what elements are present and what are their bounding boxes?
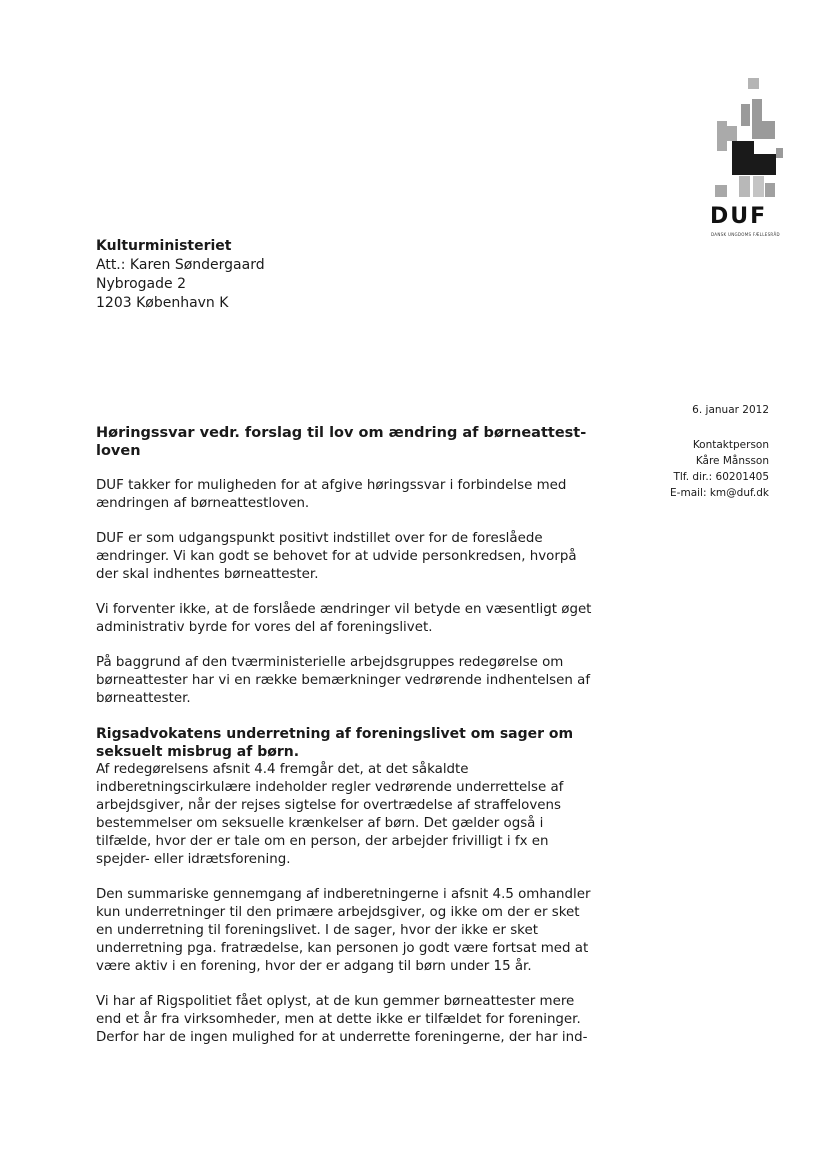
recipient-name: Kulturministeriet — [96, 238, 232, 254]
logo-wordmark: DUF — [710, 204, 768, 229]
contact-name: Kåre Månsson — [695, 455, 769, 467]
paragraph-4: På baggrund af den tværministerielle arbejdsgruppes redegørelse om børneattester har vi en række bemærkninger vedrørende indhentelsen af børneattester. — [96, 655, 591, 706]
letter-title: Høringssvar vedr. forslag til lov om ændring af børneattest-loven — [96, 425, 587, 459]
duf-logo-mark — [705, 78, 785, 203]
recipient-city: 1203 København K — [96, 295, 229, 311]
section-paragraph-3: Vi har af Rigspolitiet fået oplyst, at de kun gemmer børneattester mere end et år fra virksomheder, men at dette ikke er tilfældet for foreninger. Derfor har de ingen mulighed for at underrette foreningerne, der har ind- — [96, 994, 588, 1045]
section-heading: Rigsadvokatens underretning af foreningslivet om sager om seksuelt misbrug af børn. — [96, 726, 574, 760]
letter-body — [96, 424, 596, 1064]
duf-logo — [705, 78, 785, 238]
letter-date: 6. januar 2012 — [692, 404, 769, 416]
section-paragraph-2: Den summariske gennemgang af indberetningerne i afsnit 4.5 omhandler kun underretninger til den primære arbejdsgiver, og ikke om der er sket en underretning til foreningslivet. I de sager, hvor der ikke er sket underretning pga. fratrædelse, kan personen jo godt være fortsat med at være aktiv i en forening, hvor der er adgang til børn under 15 år. — [96, 887, 591, 974]
paragraph-3: Vi forventer ikke, at de forslåede ændringer vil betyde en væsentligt øget administrativ byrde for vores del af foreningslivet. — [96, 602, 592, 635]
contact-label: Kontaktperson — [692, 439, 769, 451]
letter-sidebar — [569, 402, 769, 501]
recipient-att: Att.: Karen Søndergaard — [96, 257, 265, 273]
logo-tagline: DANSK UNGDOMS FÆLLESRÅD — [711, 232, 780, 237]
recipient-street: Nybrogade 2 — [96, 276, 186, 292]
contact-email: E-mail: km@duf.dk — [670, 487, 769, 499]
section-paragraph-1: Af redegørelsens afsnit 4.4 fremgår det, at det såkaldte indberetningscirkulære indeholder regler vedrørende underrettelse af arbejdsgiver, når der rejses sigtelse for overtrædelse af straffelovens bestemmelser om seksuelle krænkelser af børn. Det gælder også i tilfælde, hvor der er tale om en person, der arbejder frivilligt i fx en spejder- eller idrætsforening. — [96, 762, 564, 867]
contact-phone: Tlf. dir.: 60201405 — [673, 471, 769, 483]
paragraph-2: DUF er som udgangspunkt positivt indstillet over for de foreslåede ændringer. Vi kan godt se behovet for at udvide personkredsen, hvorpå der skal indhentes børneattester. — [96, 531, 577, 582]
recipient-address — [96, 237, 265, 313]
paragraph-1: DUF takker for muligheden for at afgive høringssvar i forbindelse med ændringen af børneattestloven. — [96, 478, 567, 511]
